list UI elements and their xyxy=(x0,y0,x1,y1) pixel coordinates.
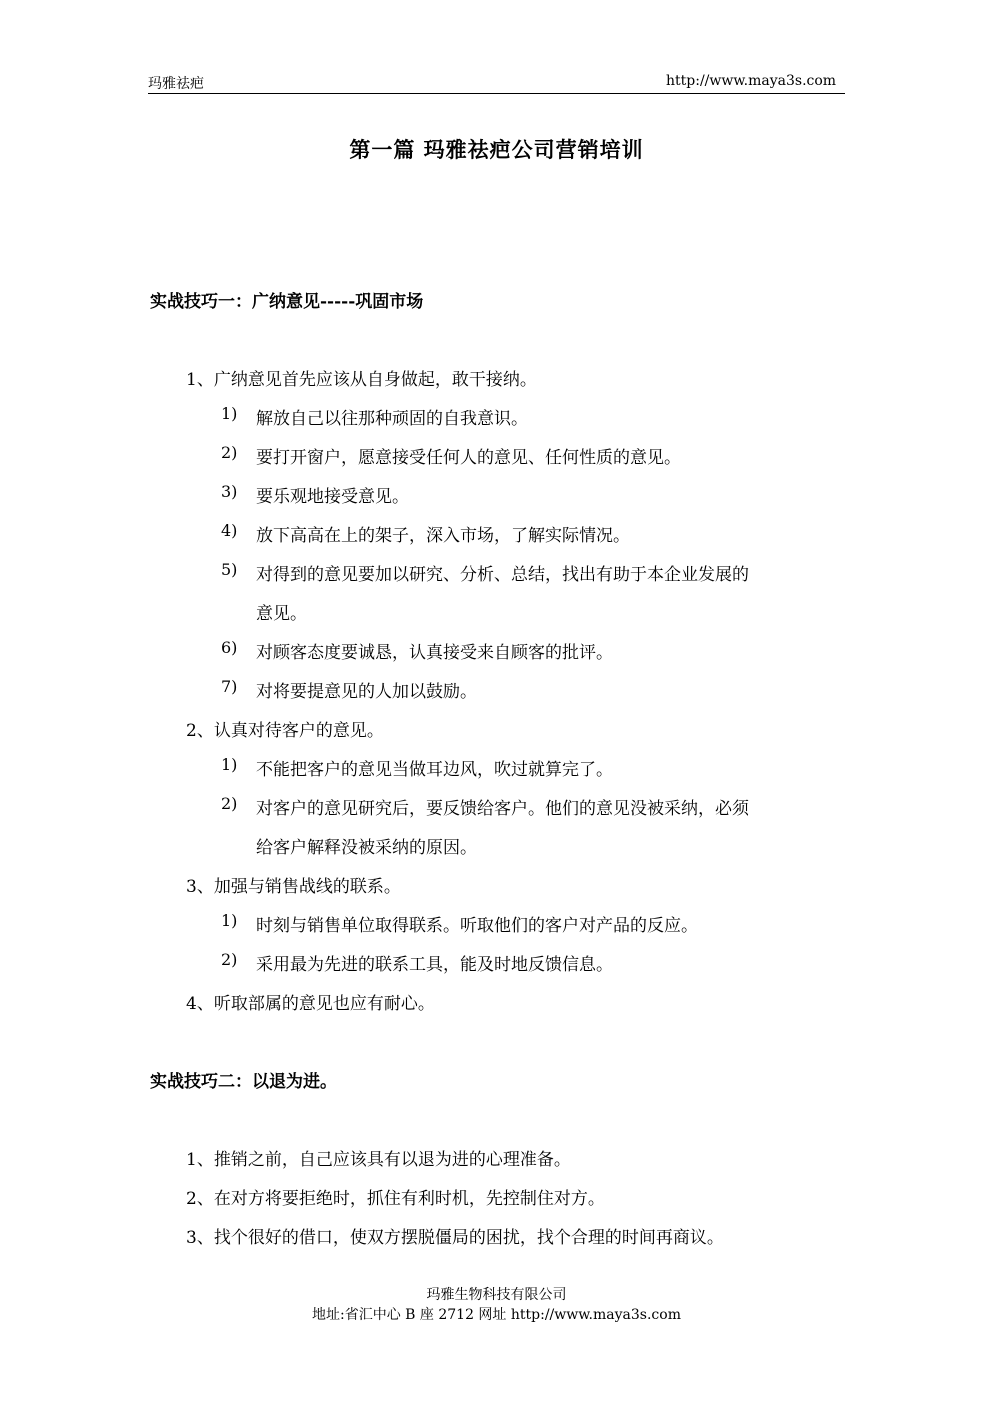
sub-text: 对将要提意见的人加以鼓励。 xyxy=(256,682,477,702)
sub-text-continued: 给客户解释没被采纳的原因。 xyxy=(256,838,477,858)
sub-text: 放下高高在上的架子，深入市场，了解实际情况。 xyxy=(256,526,630,546)
sub-number: 1) xyxy=(221,755,238,774)
sub-number: 1) xyxy=(221,404,238,423)
sub-number: 2) xyxy=(221,794,238,813)
page-title: 第一篇 玛雅祛疤公司营销培训 xyxy=(349,137,644,162)
item-label: 1、广纳意见首先应该从自身做起，敢干接纳。 xyxy=(186,370,537,390)
sub-number: 4) xyxy=(221,521,238,540)
item-label: 2、认真对待客户的意见。 xyxy=(186,721,384,741)
sub-text: 对客户的意见研究后，要反馈给客户。他们的意见没被采纳，必须 xyxy=(256,799,749,819)
sub-text: 解放自己以往那种顽固的自我意识。 xyxy=(256,409,528,429)
item-label: 3、加强与销售战线的联系。 xyxy=(186,877,401,897)
sub-number: 5) xyxy=(221,560,238,579)
header-left: 玛雅祛疤 xyxy=(148,76,204,92)
sub-text: 要乐观地接受意见。 xyxy=(256,487,409,507)
sub-number: 1) xyxy=(221,911,238,930)
sub-text: 不能把客户的意见当做耳边风，吹过就算完了。 xyxy=(256,760,613,780)
sub-text-continued: 意见。 xyxy=(256,604,307,624)
sub-number: 6) xyxy=(221,638,238,657)
section-heading-2: 实战技巧二：以退为进。 xyxy=(150,1072,337,1092)
sub-number: 3) xyxy=(221,482,238,501)
item-label: 4、听取部属的意见也应有耐心。 xyxy=(186,994,435,1014)
sub-text: 采用最为先进的联系工具，能及时地反馈信息。 xyxy=(256,955,613,975)
footer-address: 地址:省汇中心 B 座 2712 网址 http://www.maya3s.com xyxy=(312,1307,681,1323)
item-label: 1、推销之前，自己应该具有以退为进的心理准备。 xyxy=(186,1150,571,1170)
header-url[interactable]: http://www.maya3s.com xyxy=(666,73,837,89)
header-rule xyxy=(148,93,845,94)
sub-text: 时刻与销售单位取得联系。听取他们的客户对产品的反应。 xyxy=(256,916,698,936)
sub-text: 要打开窗户，愿意接受任何人的意见、任何性质的意见。 xyxy=(256,448,681,468)
sub-text: 对得到的意见要加以研究、分析、总结，找出有助于本企业发展的 xyxy=(256,565,749,585)
item-label: 2、在对方将要拒绝时，抓住有利时机，先控制住对方。 xyxy=(186,1189,605,1209)
sub-number: 2) xyxy=(221,950,238,969)
sub-number: 7) xyxy=(221,677,238,696)
section-heading-1: 实战技巧一：广纳意见-----巩固市场 xyxy=(150,292,424,312)
footer-company: 玛雅生物科技有限公司 xyxy=(426,1287,567,1303)
sub-number: 2) xyxy=(221,443,238,462)
sub-text: 对顾客态度要诚恳，认真接受来自顾客的批评。 xyxy=(256,643,613,663)
item-label: 3、找个很好的借口，使双方摆脱僵局的困扰，找个合理的时间再商议。 xyxy=(186,1228,724,1248)
